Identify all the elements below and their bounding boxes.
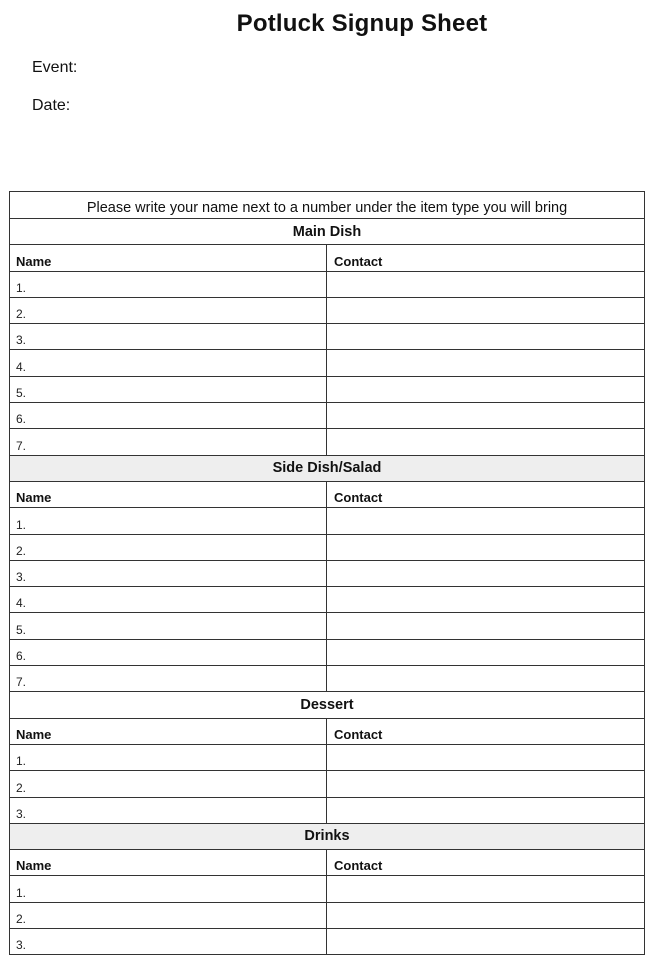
date-label: Date: bbox=[32, 97, 71, 114]
table-row bbox=[10, 928, 644, 954]
column-header-row bbox=[10, 849, 644, 875]
contact-column-header: Contact bbox=[334, 858, 383, 874]
name-cell[interactable]: 1. bbox=[10, 876, 327, 901]
contact-cell[interactable] bbox=[327, 377, 644, 402]
contact-column-header: Contact bbox=[334, 490, 383, 506]
table-row bbox=[10, 376, 644, 402]
table-row bbox=[10, 560, 644, 586]
name-cell[interactable]: 7. bbox=[10, 666, 327, 691]
section-title: Dessert bbox=[300, 696, 354, 713]
instructions-text: Please write your name next to a number under the item type you will bring bbox=[86, 200, 568, 216]
table-row bbox=[10, 402, 644, 428]
table-row bbox=[10, 428, 644, 454]
name-cell[interactable]: 2. bbox=[10, 298, 327, 323]
contact-cell[interactable] bbox=[327, 666, 644, 691]
name-column-header: Name bbox=[10, 245, 327, 270]
contact-cell[interactable] bbox=[327, 429, 644, 454]
contact-cell[interactable] bbox=[327, 403, 644, 428]
contact-column-header: Contact bbox=[334, 726, 383, 742]
contact-cell[interactable] bbox=[327, 535, 644, 560]
contact-cell[interactable] bbox=[327, 561, 644, 586]
name-cell[interactable]: 5. bbox=[10, 377, 327, 402]
table-row bbox=[10, 744, 644, 770]
contact-cell[interactable] bbox=[327, 587, 644, 612]
contact-cell[interactable] bbox=[327, 929, 644, 954]
instructions-row bbox=[10, 192, 644, 218]
name-cell[interactable]: 3. bbox=[10, 798, 327, 823]
signup-table bbox=[9, 191, 645, 955]
contact-cell[interactable] bbox=[327, 350, 644, 375]
contact-cell[interactable] bbox=[327, 903, 644, 928]
table-row bbox=[10, 349, 644, 375]
name-cell[interactable]: 4. bbox=[10, 587, 327, 612]
table-row bbox=[10, 797, 644, 823]
name-cell[interactable]: 1. bbox=[10, 272, 327, 297]
table-row bbox=[10, 612, 644, 638]
contact-cell[interactable] bbox=[327, 798, 644, 823]
name-cell[interactable]: 6. bbox=[10, 403, 327, 428]
name-cell[interactable]: 4. bbox=[10, 350, 327, 375]
name-cell[interactable]: 1. bbox=[10, 745, 327, 770]
contact-cell[interactable] bbox=[327, 640, 644, 665]
contact-column-header: Contact bbox=[334, 253, 383, 269]
name-cell[interactable]: 2. bbox=[10, 535, 327, 560]
section-header-dessert bbox=[10, 691, 644, 717]
section-title: Main Dish bbox=[292, 223, 362, 240]
table-row bbox=[10, 639, 644, 665]
column-header-row bbox=[10, 244, 644, 270]
contact-cell[interactable] bbox=[327, 508, 644, 533]
contact-cell[interactable] bbox=[327, 298, 644, 323]
section-title: Side Dish/Salad bbox=[272, 460, 382, 477]
column-header-row bbox=[10, 481, 644, 507]
name-cell[interactable]: 5. bbox=[10, 613, 327, 638]
name-cell[interactable]: 3. bbox=[10, 324, 327, 349]
section-header-main-dish bbox=[10, 218, 644, 244]
name-cell[interactable]: 6. bbox=[10, 640, 327, 665]
page-title: Potluck Signup Sheet bbox=[236, 10, 488, 37]
name-cell[interactable]: 2. bbox=[10, 903, 327, 928]
contact-cell[interactable] bbox=[327, 272, 644, 297]
table-row bbox=[10, 875, 644, 901]
column-header-row bbox=[10, 718, 644, 744]
table-row bbox=[10, 665, 644, 691]
name-cell[interactable]: 1. bbox=[10, 508, 327, 533]
event-label: Event: bbox=[32, 59, 78, 76]
table-row bbox=[10, 271, 644, 297]
table-row bbox=[10, 297, 644, 323]
name-cell[interactable]: 2. bbox=[10, 771, 327, 796]
contact-cell[interactable] bbox=[327, 876, 644, 901]
table-row bbox=[10, 534, 644, 560]
contact-cell[interactable] bbox=[327, 745, 644, 770]
table-row bbox=[10, 507, 644, 533]
table-row bbox=[10, 902, 644, 928]
name-column-header: Name bbox=[10, 850, 327, 875]
table-row bbox=[10, 323, 644, 349]
contact-cell[interactable] bbox=[327, 613, 644, 638]
section-title: Drinks bbox=[304, 828, 350, 845]
section-header-side-dish-salad bbox=[10, 455, 644, 481]
name-column-header: Name bbox=[10, 482, 327, 507]
contact-cell[interactable] bbox=[327, 771, 644, 796]
table-row bbox=[10, 770, 644, 796]
name-cell[interactable]: 3. bbox=[10, 929, 327, 954]
name-cell[interactable]: 3. bbox=[10, 561, 327, 586]
name-column-header: Name bbox=[10, 719, 327, 744]
contact-cell[interactable] bbox=[327, 324, 644, 349]
table-row bbox=[10, 586, 644, 612]
name-cell[interactable]: 7. bbox=[10, 429, 327, 454]
section-header-drinks bbox=[10, 823, 644, 849]
